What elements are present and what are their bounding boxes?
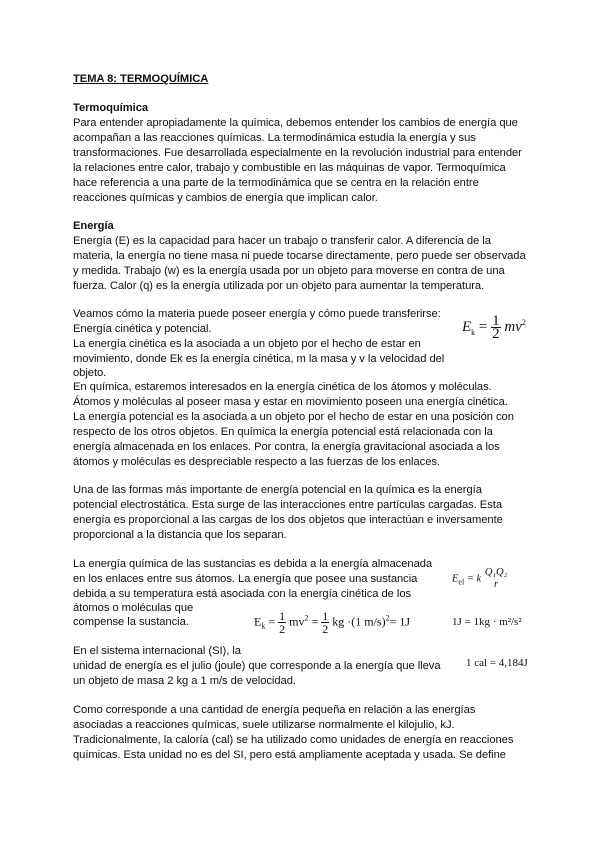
- paragraph-line: energía es proporcional a las cargas de los dos objetos que interactúan e inversamente: [73, 514, 503, 526]
- paragraph-line: En el sistema internacional (SI), la: [73, 645, 241, 657]
- paragraph-line: átomos o moléculas que: [73, 602, 194, 614]
- paragraph-line: energía almacenada en los enlaces. Por contra, la energía gravitacional asociada a los: [73, 441, 500, 453]
- paragraph-line: un objeto de masa 2 kg a 1 m/s de velocidad.: [73, 675, 296, 687]
- paragraph-line: y medida. Trabajo (w) es la energía usada por un objeto para moverse en contra de una: [73, 265, 505, 277]
- paragraph-line: Tradicionalmente, la caloría (cal) se ha utilizado como unidades de energía en reacciones: [73, 734, 514, 746]
- paragraph-line: movimiento, donde Ek es la energía cinética, m la masa y v la velocidad del: [73, 353, 445, 365]
- paragraph-line: átomos y moléculas es despreciable respecto a las fuerzas de los enlaces.: [73, 456, 440, 468]
- page-title: TEMA 8: TERMOQUÍMICA: [73, 73, 209, 85]
- paragraph-line: unidad de energía es el julio (joule) que corresponde a la energía que lleva: [73, 660, 441, 672]
- paragraph-line: materia, la energía no tiene masa ni puede tocarse directamente, pero puede ser observada: [73, 250, 526, 262]
- paragraph-line: acompañan a las reacciones químicas. La termodinámica estudia la energía y sus: [73, 132, 476, 144]
- paragraph-line: reacciones químicas y cambios de energía que implican calor.: [73, 192, 378, 204]
- section-heading-energia: Energía: [73, 220, 114, 232]
- paragraph-line: asociadas a reacciones químicas, suele utilizarse normalmente el kilojulio, kJ.: [73, 719, 455, 731]
- paragraph-line: Una de las formas más importante de energía potencial en la química es la energía: [73, 484, 482, 496]
- paragraph-line: Para entender apropiadamente la química, debemos entender los cambios de energía que: [73, 117, 518, 129]
- paragraph-line: respecto de los otros objetos. En química la energía potencial está relacionada con la: [73, 426, 493, 438]
- paragraph-line: hace referencia a una parte de la termodinámica que se centra en la relación entre: [73, 177, 479, 189]
- paragraph-line: Energía (E) es la capacidad para hacer un trabajo o transferir calor. A diferencia de la: [73, 235, 491, 247]
- paragraph-line: Como corresponde a una cantidad de energía pequeña en relación a las energías: [73, 704, 476, 716]
- paragraph-line: En química, estaremos interesados en la energía cinética de los átomos y moléculas.: [73, 381, 492, 393]
- paragraph-line: Veamos cómo la materia puede poseer energía y cómo puede transferirse:: [73, 308, 441, 320]
- paragraph-line: La energía potencial es la asociada a un objeto por el hecho de estar en una posición con: [73, 411, 514, 423]
- paragraph-line: La energía cinética es la asociada a un objeto por el hecho de estar en: [73, 338, 421, 350]
- paragraph-line: químicas. Esta unidad no es del SI, pero está ampliamente aceptada y usada. Se define: [73, 749, 506, 761]
- paragraph-line: fuerza. Calor (q) es la energía utilizada por un objeto para aumentar la temperatura.: [73, 280, 485, 292]
- paragraph-line: Energía cinética y potencial.: [73, 323, 212, 335]
- paragraph-line: La energía química de las sustancias es debida a la energía almacenada: [73, 558, 433, 570]
- paragraph-line: transformaciones. Fue desarrollada especialmente en la revolución industrial para entender: [73, 147, 522, 159]
- electrostatic-energy-formula: $E_{el} = k$ Q₁Q₂ r: [452, 567, 508, 590]
- joule-unit-formula: 1J = 1kg · m²/s²: [452, 616, 522, 628]
- paragraph-line: potencial electrostática. Esta surge de las interacciones entre partículas cargadas. Esta: [73, 499, 502, 511]
- paragraph-line: objeto.: [73, 367, 107, 379]
- joule-example-formula: $E_k$ = $\frac{1}{2}$ $mv^2$ = $\frac{1}{2}$ kg ·(1 m/s)$^2$= 1J: [254, 609, 411, 636]
- paragraph-line: la relaciones entre calor, trabajo y combustible en las máquinas de vapor. Termoquímica: [73, 162, 506, 174]
- section-heading-termoquimica: Termoquímica: [73, 102, 149, 114]
- paragraph-line: debida a su temperatura está asociada con la energía cinética de los: [73, 588, 412, 600]
- paragraph-line: en los enlaces entre sus átomos. La energía que posee una sustancia: [73, 573, 418, 585]
- calorie-formula: 1 cal = 4,184J: [466, 657, 528, 669]
- paragraph-line: proporcional a la distancia que los separan.: [73, 529, 287, 541]
- kinetic-energy-formula: $E_k$ = $\frac{1}{2}$ $mv^2$: [462, 313, 526, 342]
- paragraph-line: compense la sustancia.: [73, 616, 189, 628]
- paragraph-line: Átomos y moléculas al poseer masa y estar en movimiento poseen una energía cinética.: [73, 396, 508, 408]
